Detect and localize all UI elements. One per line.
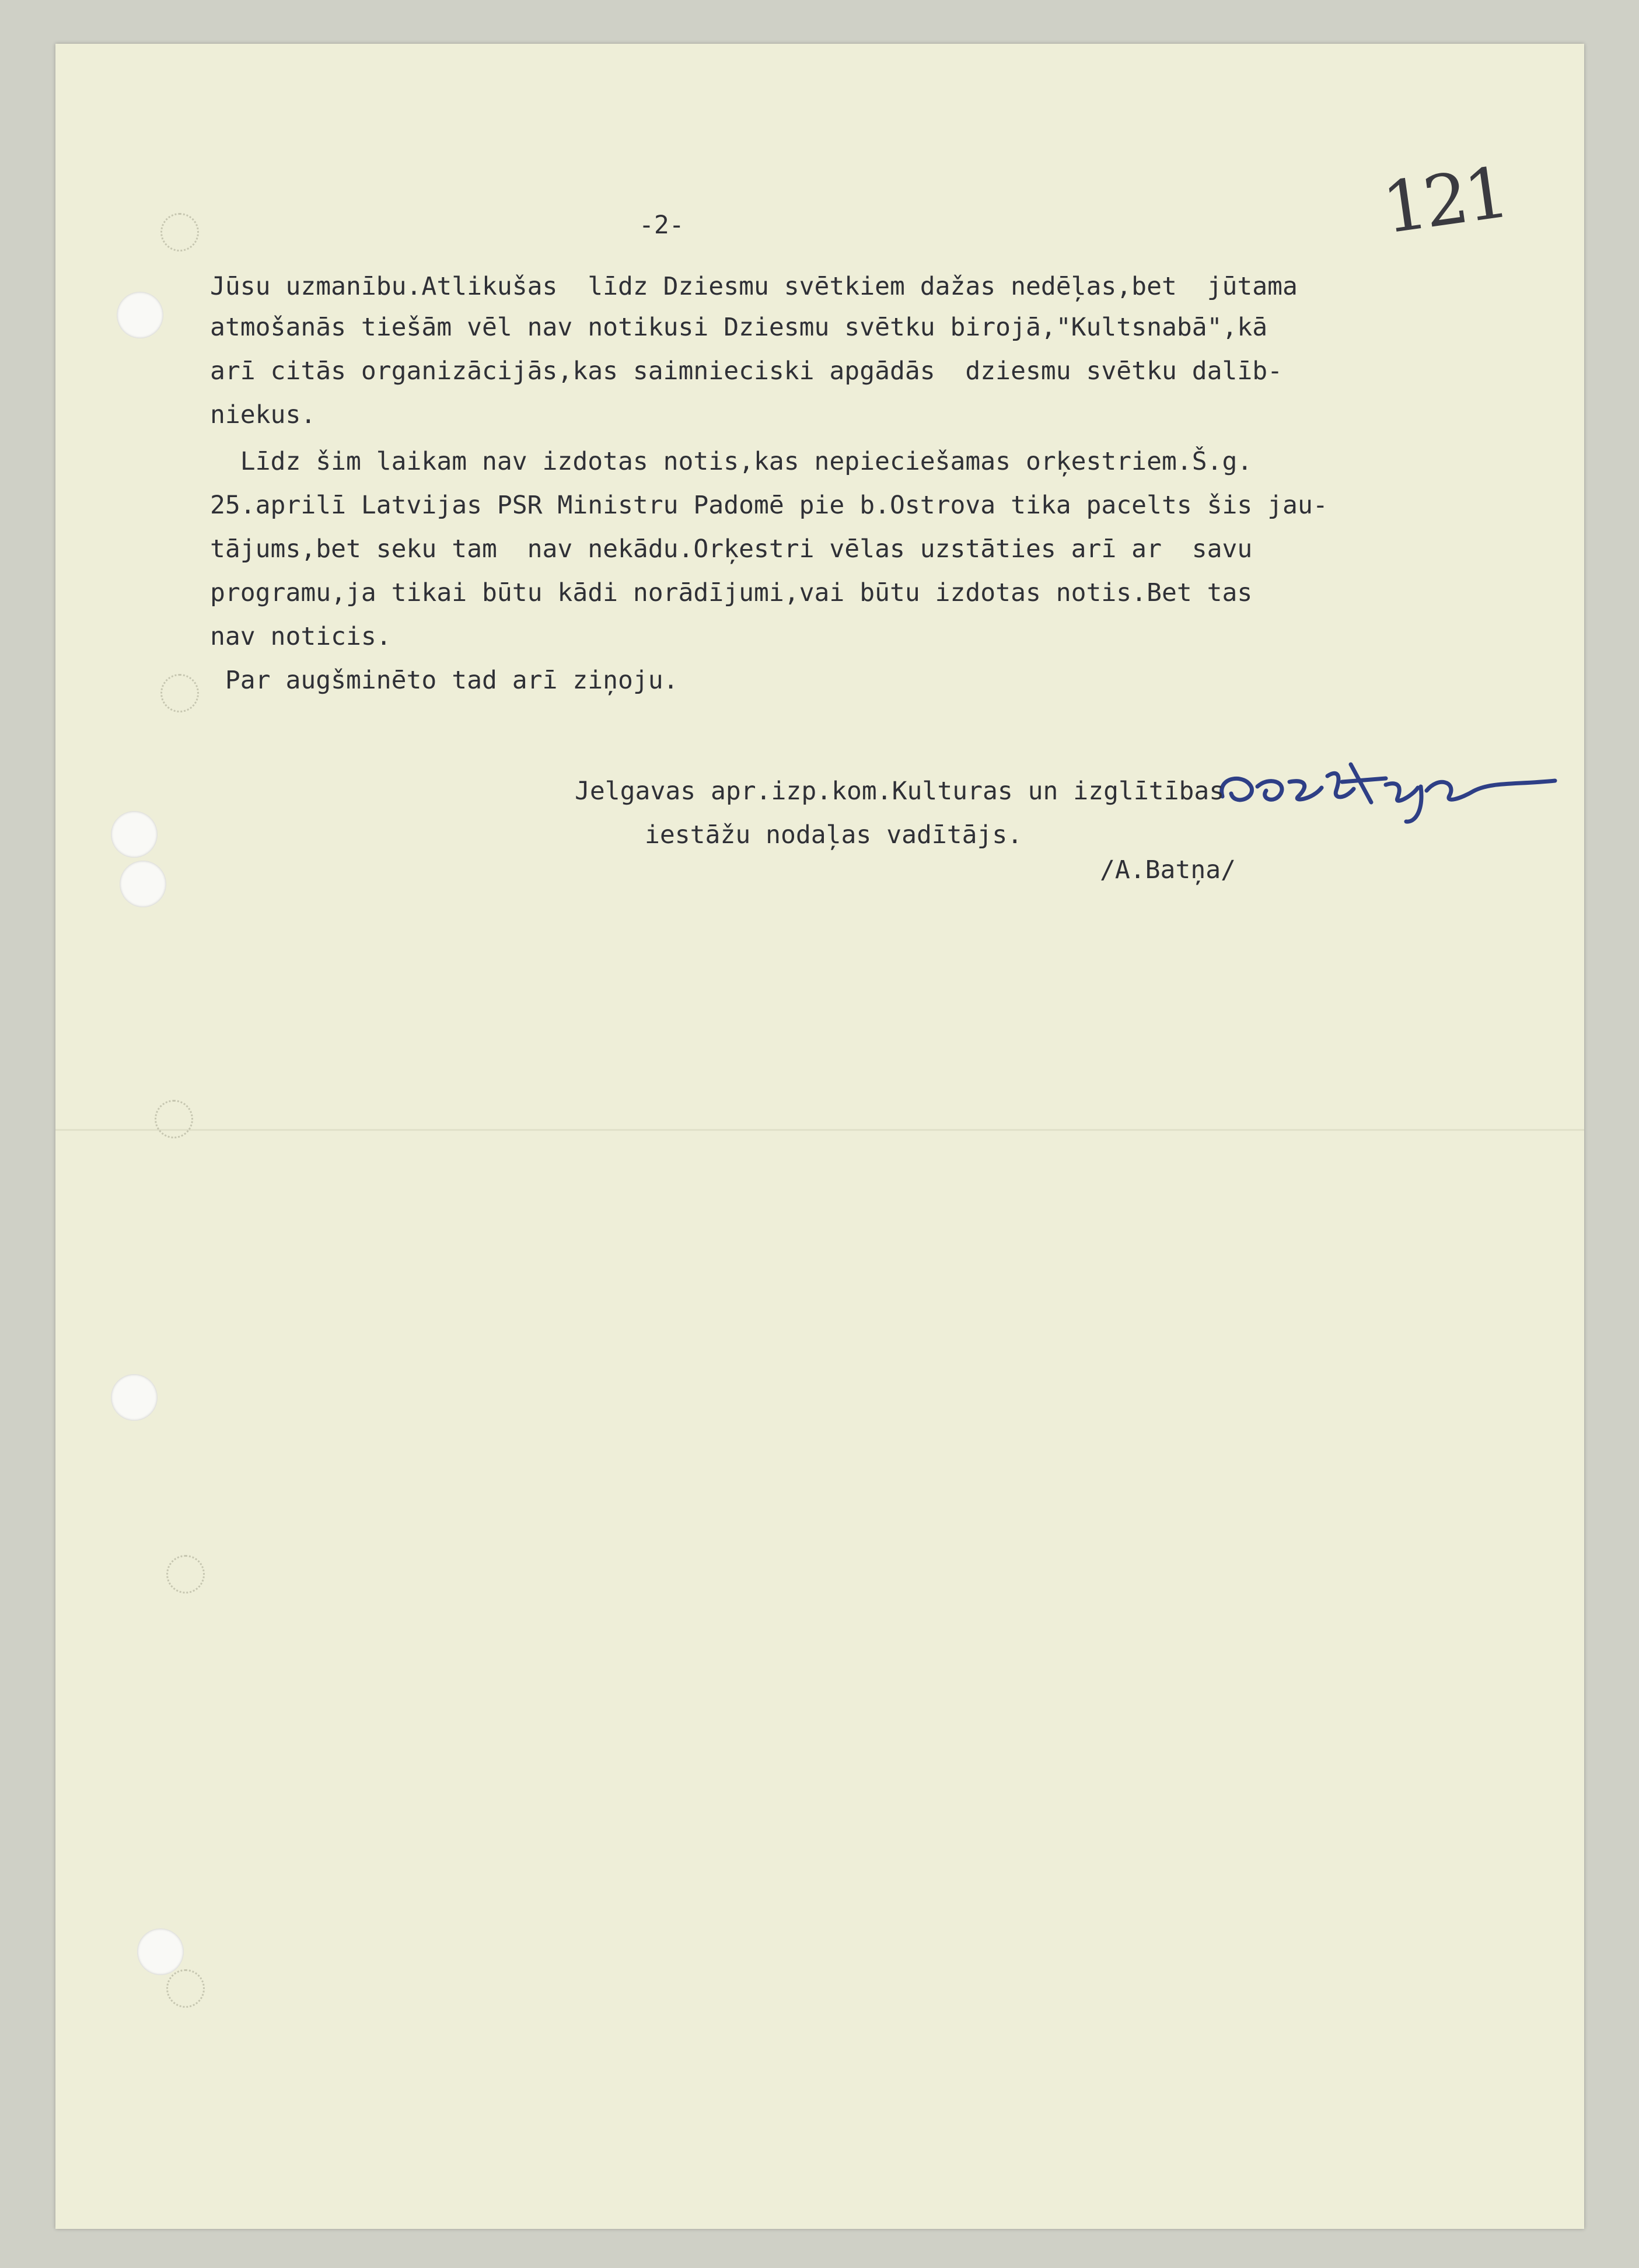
body-line: niekus. bbox=[210, 400, 316, 429]
signatory-department: Jelgavas apr.izp.kom.Kulturas un izglītības bbox=[575, 777, 1225, 806]
body-line: atmošanās tiešām vēl nav notikusi Dziesmu svētku birojā,"Kultsnabā",kā bbox=[210, 313, 1268, 342]
emboss-mark bbox=[155, 1100, 193, 1138]
page-fold-line bbox=[55, 1129, 1584, 1131]
handwritten-signature bbox=[1211, 741, 1572, 829]
body-line: tājums,bet seku tam nav nekādu.Orķestri vēlas uzstāties arī ar savu bbox=[210, 534, 1253, 564]
page-marker: -2- bbox=[639, 211, 684, 240]
emboss-mark bbox=[166, 1555, 205, 1593]
emboss-mark bbox=[160, 213, 199, 251]
emboss-mark bbox=[160, 674, 199, 712]
punch-hole bbox=[137, 1928, 184, 1975]
document-page bbox=[55, 44, 1584, 2229]
punch-hole bbox=[111, 1374, 158, 1421]
body-line: programu,ja tikai būtu kādi norādījumi,vai būtu izdotas notis.Bet tas bbox=[210, 578, 1253, 607]
signatory-name: /A.Batņa/ bbox=[1100, 855, 1236, 885]
body-line: Līdz šim laikam nav izdotas notis,kas nepieciešamas orķestriem.Š.g. bbox=[210, 447, 1253, 476]
punch-hole bbox=[120, 861, 166, 907]
emboss-mark bbox=[166, 1969, 205, 2008]
signatory-title: iestāžu nodaļas vadītājs. bbox=[645, 820, 1023, 850]
body-line: Jūsu uzmanību.Atlikušas līdz Dziesmu svētkiem dažas nedēļas,bet jūtama bbox=[210, 272, 1298, 301]
punch-hole bbox=[111, 811, 158, 858]
punch-hole bbox=[117, 292, 163, 338]
folio-number: 121 bbox=[1378, 152, 1511, 250]
body-line: Par augšminēto tad arī ziņoju. bbox=[210, 666, 679, 695]
body-line: 25.aprilī Latvijas PSR Ministru Padomē pie b.Ostrova tika pacelts šis jau- bbox=[210, 491, 1328, 520]
body-line: arī citās organizācijās,kas saimnieciski apgādās dziesmu svētku dalīb- bbox=[210, 357, 1283, 386]
body-line: nav noticis. bbox=[210, 622, 392, 651]
